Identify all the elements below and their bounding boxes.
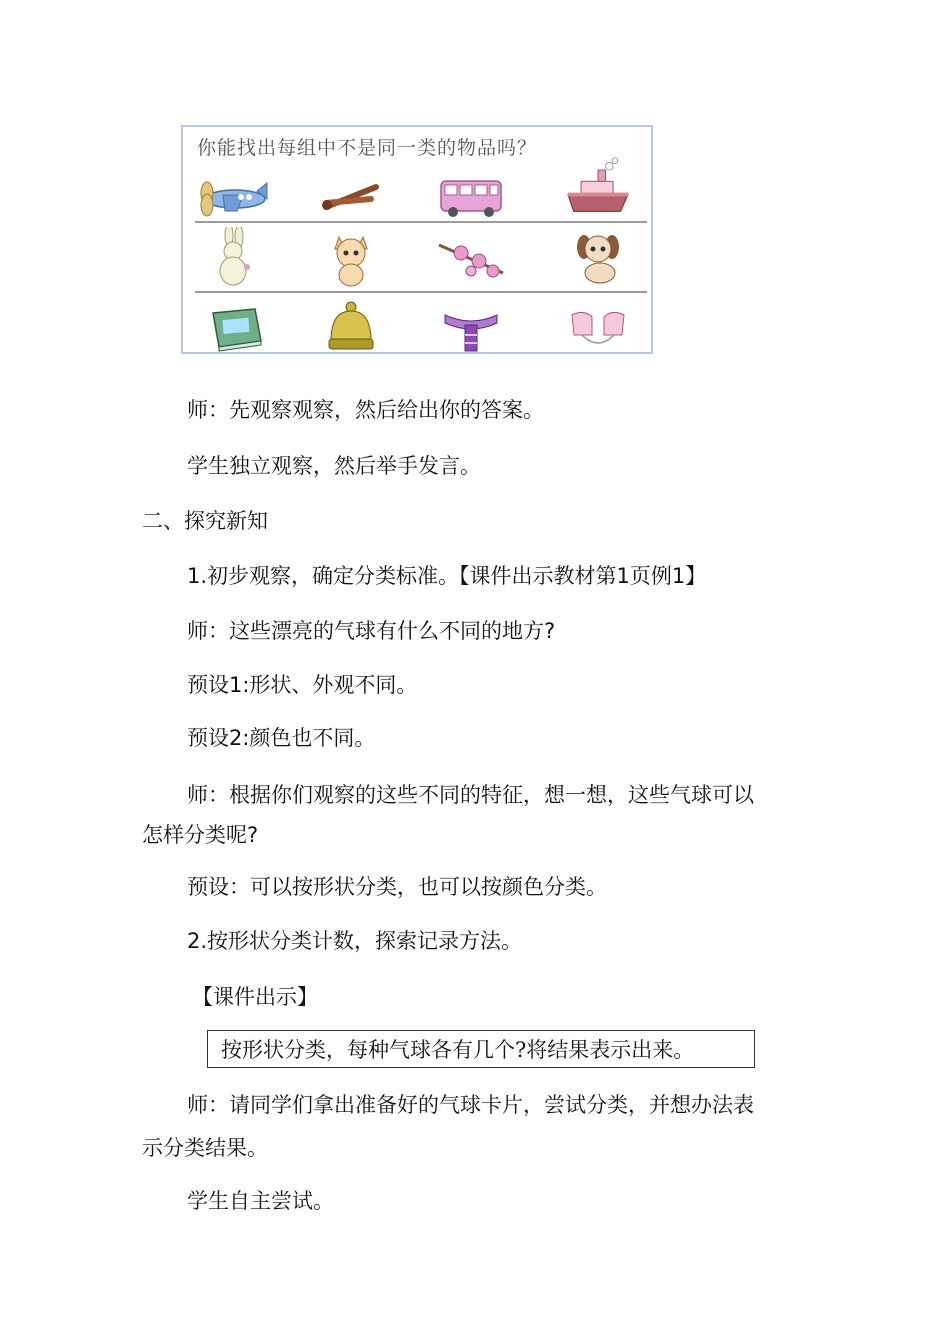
scarf-icon <box>431 297 511 359</box>
knit-hat-icon <box>311 297 391 359</box>
row-divider <box>195 291 647 293</box>
paragraph: 2.按形状分类计数，探索记录方法。 <box>187 929 523 953</box>
courseware-text: 按形状分类，每种气球各有几个?将结果表示出来。 <box>221 1038 695 1062</box>
paragraph: 师：请同学们拿出准备好的气球卡片，尝试分类，并想办法表 <box>187 1093 754 1117</box>
paragraph: 预设：可以按形状分类，也可以按颜色分类。 <box>187 875 607 899</box>
paragraph-continuation: 示分类结果。 <box>142 1136 268 1160</box>
bus-icon <box>431 165 511 227</box>
dog-icon <box>558 227 638 289</box>
paragraph: 学生独立观察，然后举手发言。 <box>187 454 481 478</box>
flower-branch-icon <box>431 227 511 289</box>
tongs-icon <box>311 165 391 227</box>
rabbit-icon <box>195 227 275 289</box>
ship-icon <box>558 155 638 221</box>
paragraph: 预设1:形状、外观不同。 <box>187 673 418 697</box>
paragraph-continuation: 怎样分类呢? <box>142 823 259 847</box>
figure-title: 你能找出每组中不是同一类的物品吗？ <box>197 137 538 159</box>
paragraph: 预设2:颜色也不同。 <box>187 726 376 750</box>
paragraph: 师：这些漂亮的气球有什么不同的地方? <box>187 619 556 643</box>
paragraph: 师：根据你们观察的这些不同的特征，想一想，这些气球可以 <box>187 783 754 807</box>
paragraph: 学生自主尝试。 <box>187 1189 334 1213</box>
paragraph: 1.初步观察，确定分类标准。【课件出示教材第1页例1】 <box>187 564 707 588</box>
book-icon <box>195 297 275 359</box>
row-divider <box>195 221 647 223</box>
airplane-icon <box>195 165 275 227</box>
textbook-figure <box>181 125 653 354</box>
mittens-icon <box>558 297 638 359</box>
section-heading: 二、探究新知 <box>142 509 268 533</box>
courseware-box <box>207 1030 755 1068</box>
paragraph: 【课件出示】 <box>192 985 318 1009</box>
cat-icon <box>311 227 391 289</box>
paragraph: 师：先观察观察，然后给出你的答案。 <box>187 398 544 422</box>
